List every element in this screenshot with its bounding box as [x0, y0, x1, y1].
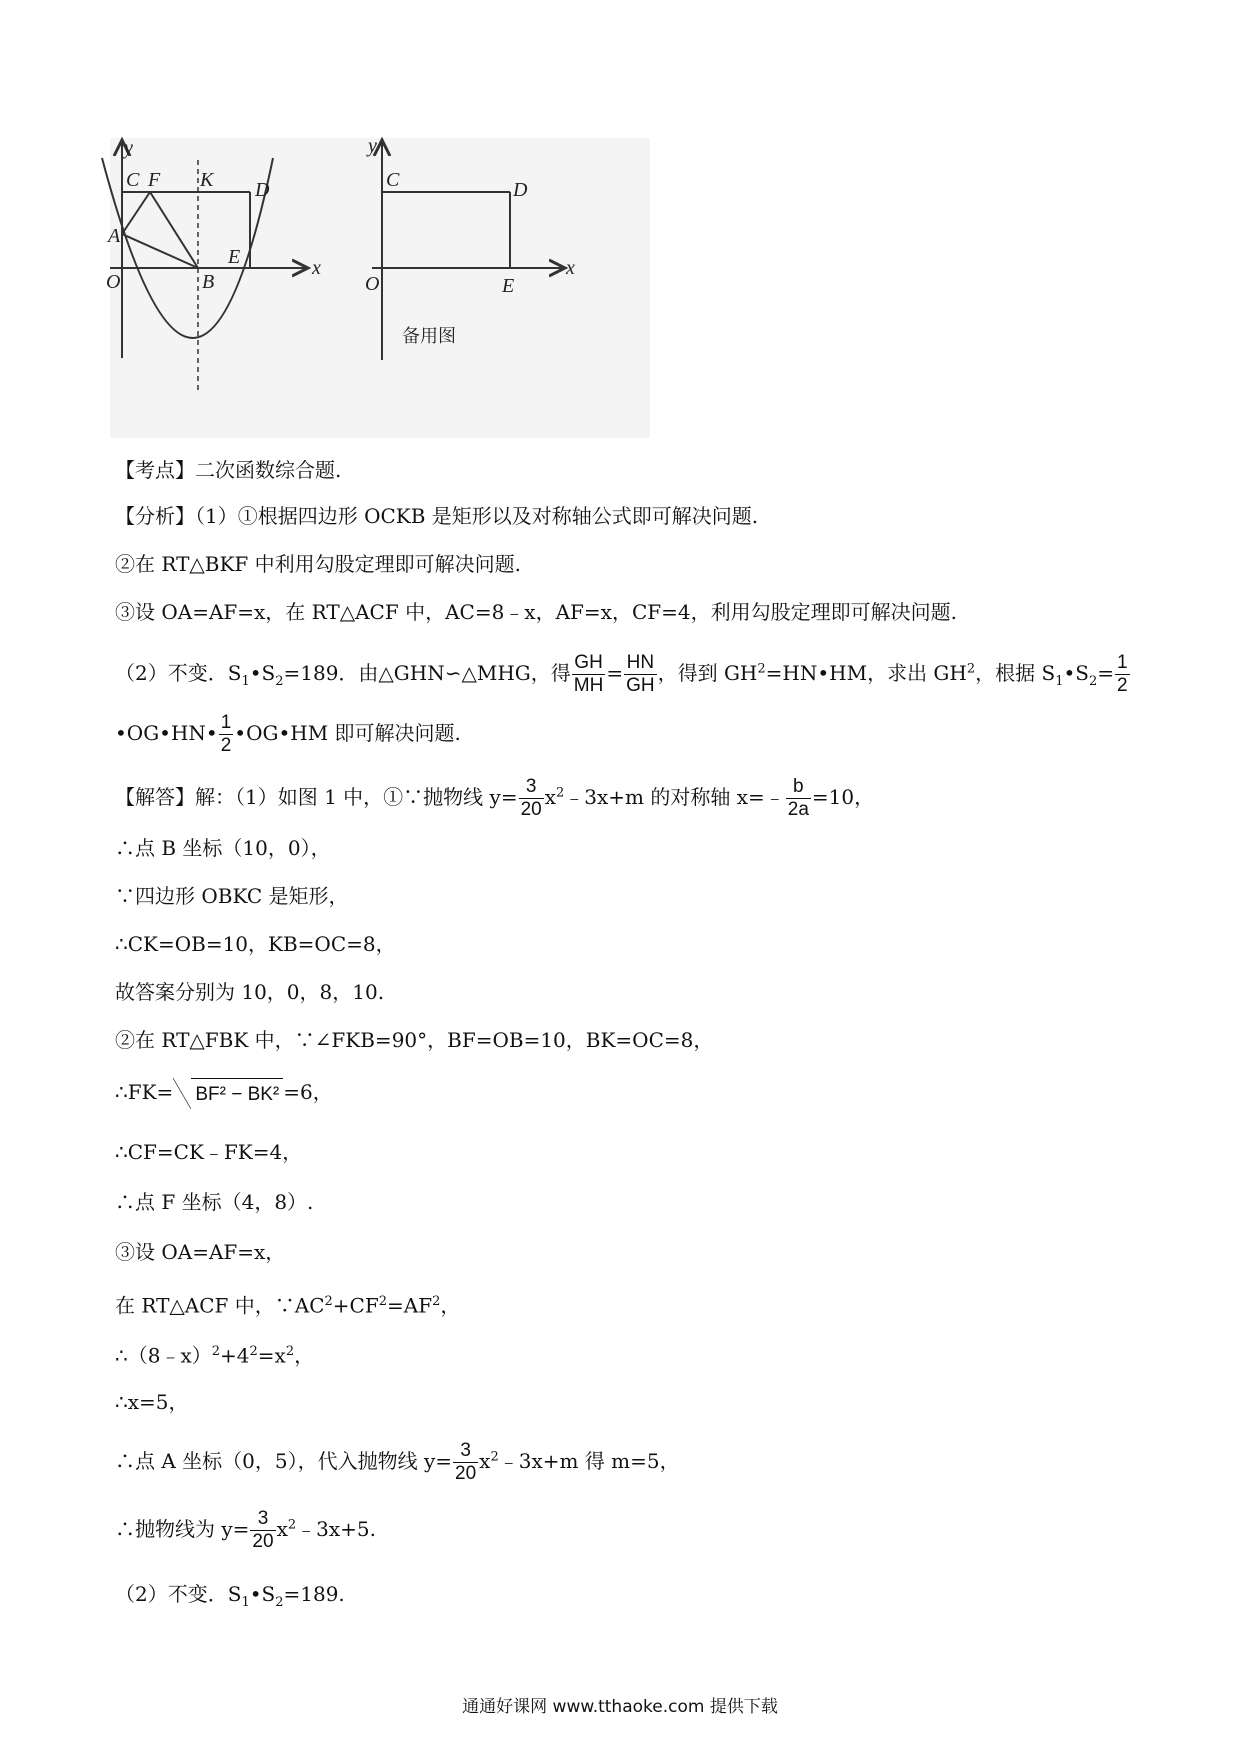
label-k: K: [200, 169, 214, 191]
label-o-2: O: [365, 273, 380, 295]
line-fenxi-1: 【分析】（1）①根据四边形 OCKB 是矩形以及对称轴公式即可解决问题.: [115, 504, 759, 528]
fraction-3-20-2: $\frac{3}{20}$: [455, 1440, 477, 1484]
label-x: x: [312, 257, 321, 279]
figure-panel: [106, 135, 650, 438]
line-jieda-1: 【解答】解：（1）如图 1 中，①∵抛物线 y= $\frac{3}{20}$ $x^2﹣3x+m$ 的对称轴 x=﹣ $\frac{b}{2a}$ =10，: [115, 776, 875, 820]
label-y-2: y: [368, 135, 377, 157]
line-jieda-6: ②在 RT△FBK 中，∵∠FKB=90°，BF=OB=10，BK=OC=8，: [115, 1028, 714, 1052]
label-x-2: x: [566, 257, 575, 279]
label-c-2: C: [386, 169, 400, 191]
line-jieda-5: 故答案分别为 10，0，8，10.: [115, 980, 385, 1004]
line-jieda-9: ∴点 F 坐标（4，8）.: [115, 1190, 314, 1214]
fraction-one-half-2: $\frac{1}{2}$: [220, 712, 232, 756]
line-jieda-15: ∴抛物线为 y= $\frac{3}{20}$ $x^2﹣3x+5$.: [115, 1508, 376, 1552]
page-footer: 通通好课网 www.tthaoke.com 提供下载: [462, 1697, 778, 1717]
fraction-hn-gh: $\frac{HN}{GH}$: [626, 652, 655, 696]
label-e-2: E: [502, 275, 515, 297]
fraction-gh-mh: $\frac{GH}{MH}$: [573, 652, 604, 696]
label-b: B: [202, 271, 215, 293]
line-jieda-14: ∴点 A 坐标（0，5），代入抛物线 y= $\frac{3}{20}$ $x^2﹣3x+m$ 得 m=5，: [115, 1440, 680, 1484]
label-c: C: [126, 169, 140, 191]
line-jieda-12: $\therefore(8﹣x)^2+4^2=x^2$，: [115, 1343, 315, 1368]
line-jieda-10: ③设 OA=AF=x，: [115, 1240, 286, 1264]
line-jieda-7: ∴FK= BF² − BK² =6，: [115, 1078, 333, 1109]
label-o: O: [106, 271, 121, 293]
geometry-figure: [106, 135, 650, 438]
line-jieda-3: ∵四边形 OBKC 是矩形，: [115, 884, 349, 908]
line-kaodian: 【考点】二次函数综合题.: [115, 458, 342, 482]
line-fenxi-4: （2）不变．$S_1•S_2=189$．由△GHN∽△MHG，得 $\frac{GH}{MH}$ = $\frac{HN}{GH}$ ，得到 $GH^2=HN•HM$，求出 $GH^2$，根据 $S_1•S_2=$ $\frac{1}{2}$: [115, 652, 1128, 696]
line-jieda-16: （2）不变．$S_1•S_2=189$.: [115, 1582, 345, 1610]
fraction-one-half: $\frac{1}{2}$: [1117, 652, 1128, 696]
line-jieda-8: ∴CF=CK﹣FK=4，: [115, 1140, 303, 1164]
label-d-2: D: [513, 179, 528, 201]
label-e: E: [228, 246, 241, 268]
line-jieda-4: ∴CK=OB=10，KB=OC=8，: [115, 932, 396, 956]
line-jieda-11: 在 RT△ACF 中，$\because AC^2+CF^2=AF^2$，: [115, 1293, 461, 1318]
line-jieda-13: ∴x=5，: [115, 1390, 189, 1414]
fraction-3-20: $\frac{3}{20}$: [520, 776, 542, 820]
fraction-3-20-3: $\frac{3}{20}$: [252, 1508, 274, 1552]
line-fenxi-3: ③设 OA=AF=x，在 RT△ACF 中，AC=8﹣x，AF=x，CF=4，利用勾股定理即可解决问题.: [115, 600, 957, 624]
line-jieda-2: ∴点 B 坐标（10，0），: [115, 836, 331, 860]
line-fenxi-2: ②在 RT△BKF 中利用勾股定理即可解决问题.: [115, 552, 522, 576]
label-f: F: [148, 169, 161, 191]
label-a: A: [108, 225, 121, 247]
label-d: D: [255, 179, 270, 201]
label-y: y: [124, 137, 133, 159]
fraction-b-2a: $\frac{b}{2a}$: [787, 776, 809, 820]
sqrt-expression: BF² − BK²: [173, 1078, 283, 1109]
figure-caption: 备用图: [402, 326, 456, 347]
line-fa: [122, 192, 150, 234]
line-fenxi-5: •OG•HN• $\frac{1}{2}$ •OG•HM 即可解决问题.: [115, 712, 461, 756]
right-diagram: [372, 140, 565, 360]
